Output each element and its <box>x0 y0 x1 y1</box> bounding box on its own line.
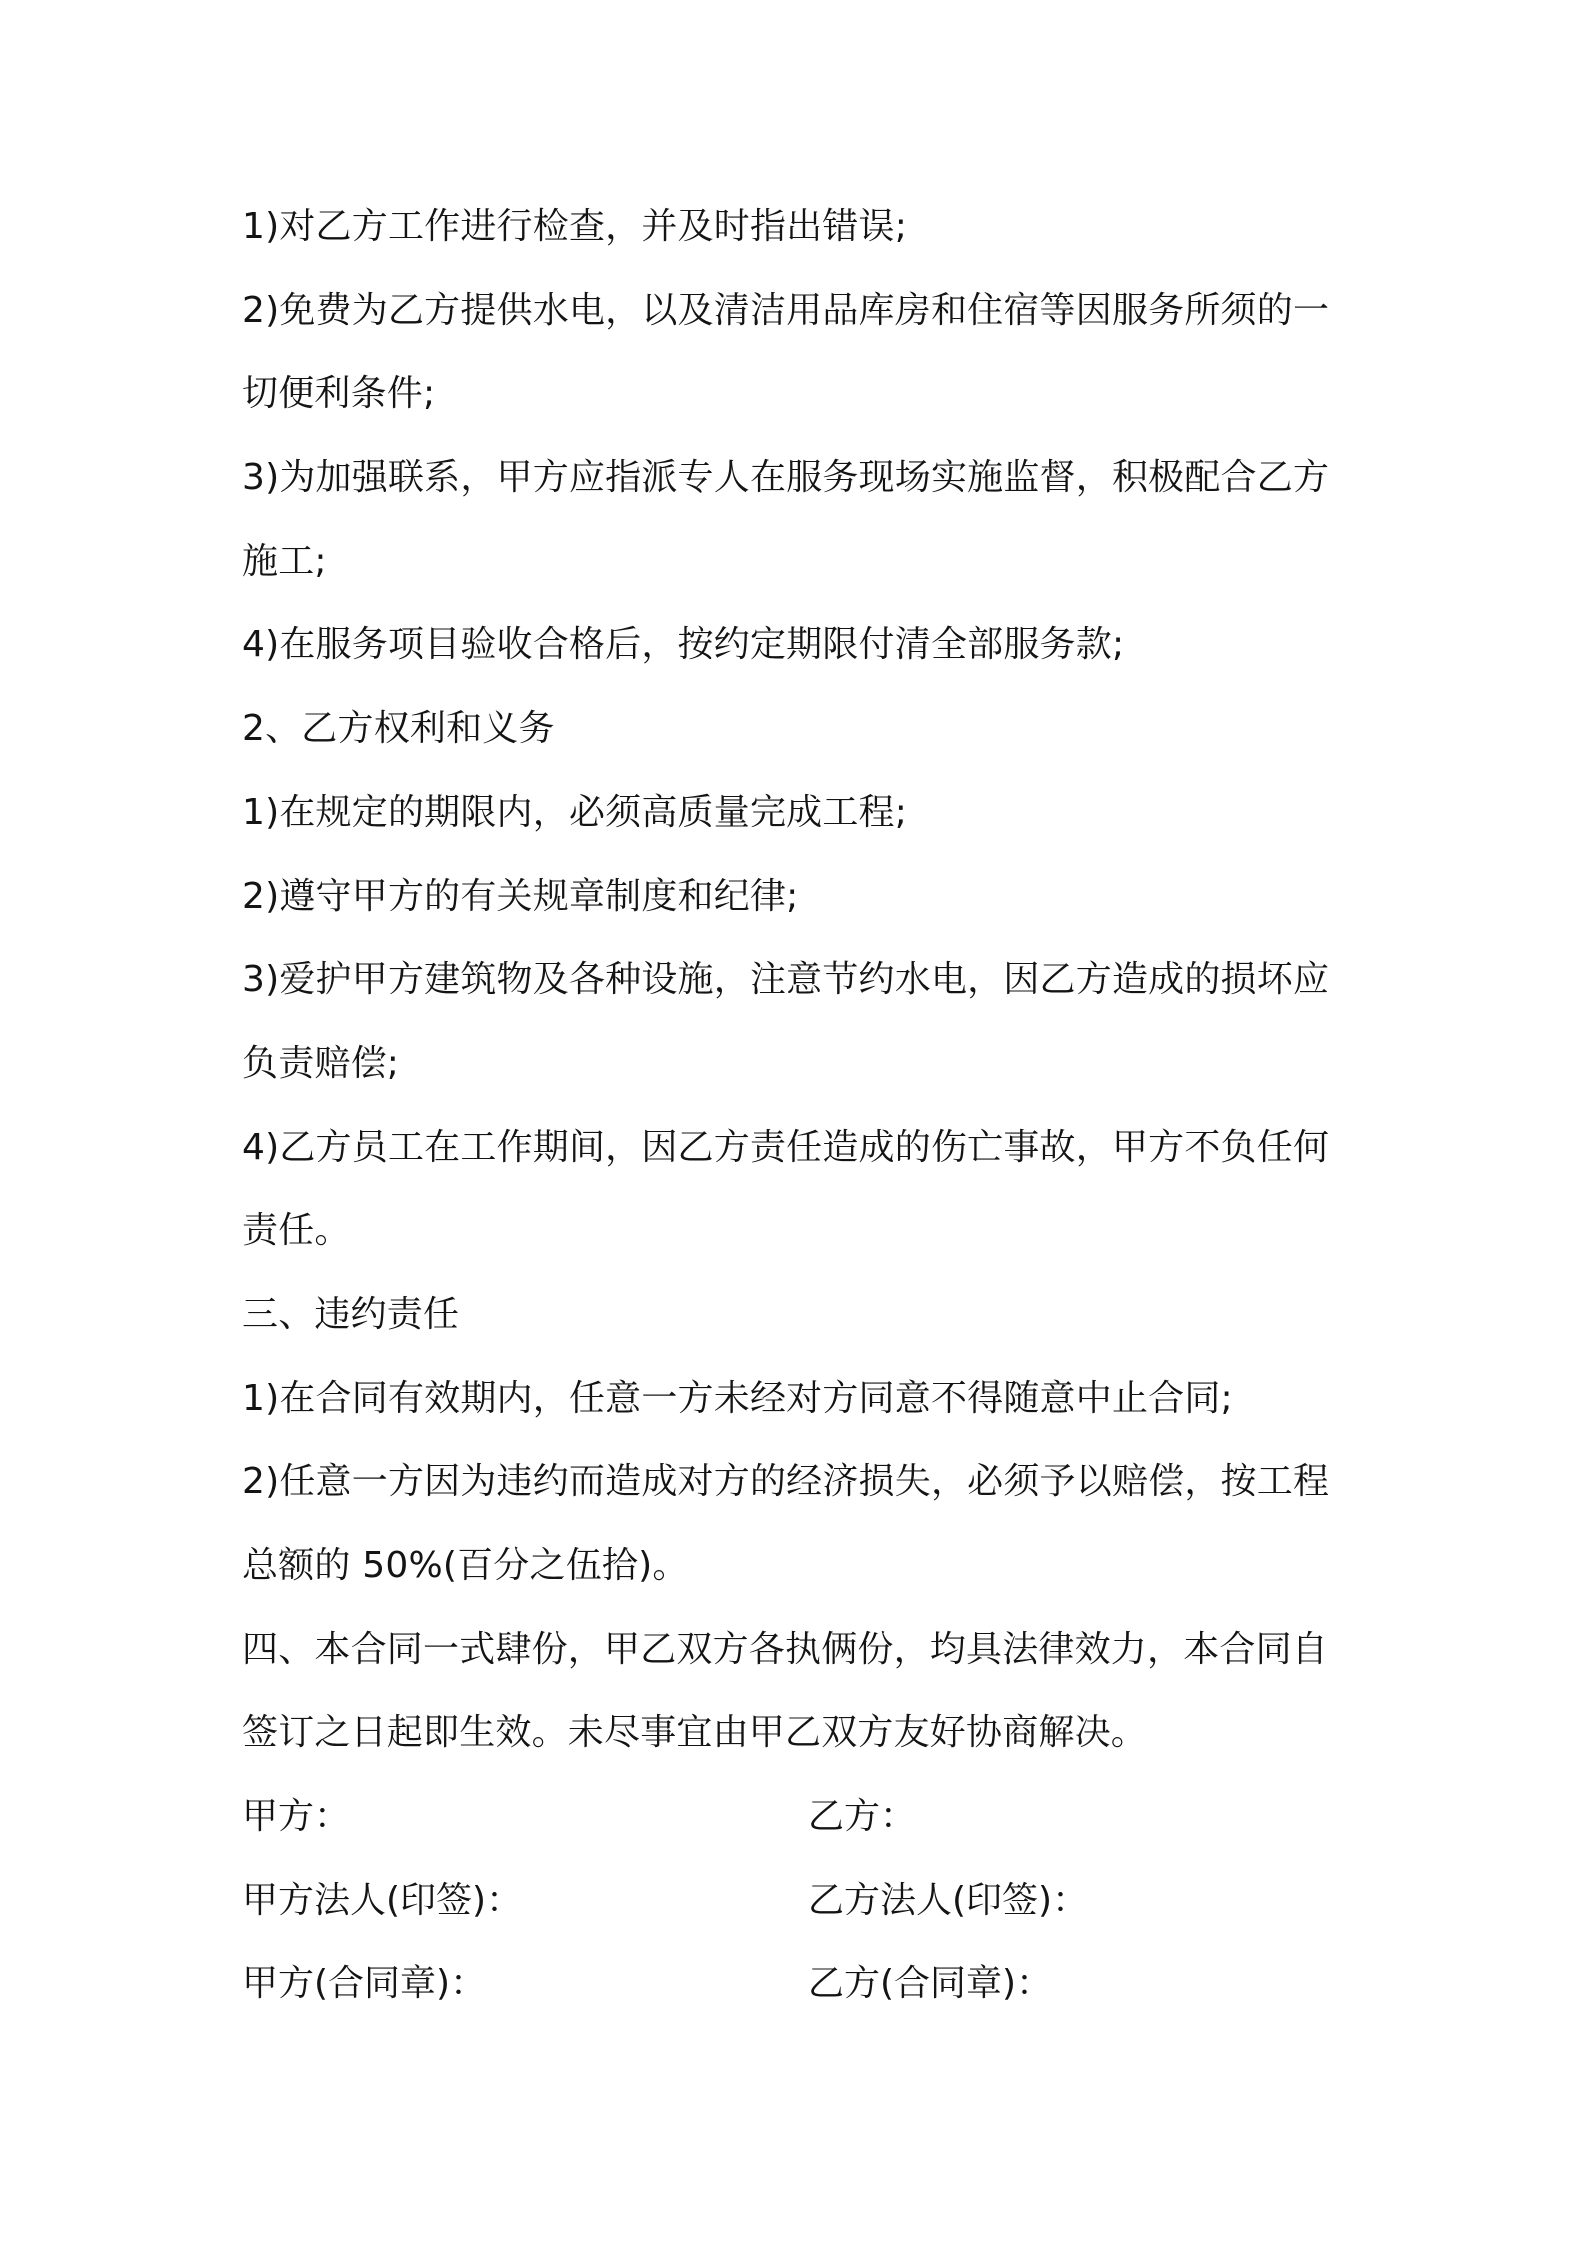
signature-block <box>242 1775 1372 2026</box>
clause-paragraph <box>242 771 1372 855</box>
text-line: 3)为加强联系，甲方应指派专人在服务现场实施监督，积极配合乙方 <box>242 457 1330 499</box>
party-a-legal-rep-label: 甲方法人(印签)： <box>242 1879 523 1921</box>
text-line: 四、本合同一式肆份，甲乙双方各执俩份，均具法律效力，本合同自 <box>242 1628 1329 1670</box>
text-line: 签订之日起即生效。未尽事宜由甲乙双方友好协商解决。 <box>242 1712 1148 1754</box>
section-heading <box>242 687 1372 771</box>
text-line: 1)对乙方工作进行检查，并及时指出错误; <box>242 206 908 247</box>
text-line: 2)遵守甲方的有关规章制度和纪律; <box>242 875 799 917</box>
clause-paragraph <box>242 855 1372 939</box>
text-line: 责任。 <box>242 1210 351 1252</box>
party-b-label: 乙方： <box>808 1796 917 1838</box>
text-line: 3)爱护甲方建筑物及各种设施，注意节约水电，因乙方造成的损坏应 <box>242 959 1330 1001</box>
text-line: 2、乙方权利和义务 <box>242 708 555 750</box>
signature-row <box>242 1942 1372 2026</box>
clause-paragraph <box>242 1106 1372 1273</box>
text-line: 施工; <box>242 540 327 582</box>
clause-paragraph <box>242 436 1372 603</box>
party-b-seal-label: 乙方(合同章)： <box>808 1963 1053 2005</box>
text-line: 三、违约责任 <box>242 1293 460 1335</box>
clause-paragraph <box>242 269 1372 436</box>
text-line: 1)在合同有效期内，任意一方未经对方同意不得随意中止合同; <box>242 1377 1233 1419</box>
signature-row <box>242 1775 1372 1859</box>
clause-paragraph <box>242 938 1372 1105</box>
section-heading <box>242 1273 1372 1357</box>
section-heading <box>242 1608 1372 1775</box>
text-line: 4)乙方员工在工作期间，因乙方责任造成的伤亡事故，甲方不负任何 <box>242 1126 1330 1168</box>
text-line: 1)在规定的期限内，必须高质量完成工程; <box>242 791 908 833</box>
text-line: 总额的 50%(百分之伍拾)。 <box>242 1545 689 1586</box>
signature-row <box>242 1859 1372 1943</box>
text-line: 2)任意一方因为违约而造成对方的经济损失，必须予以赔偿，按工程 <box>242 1461 1330 1503</box>
text-line: 切便利条件; <box>242 373 436 415</box>
text-line: 负责赔偿; <box>242 1042 400 1084</box>
clause-paragraph <box>242 185 1372 269</box>
clause-paragraph <box>242 1357 1372 1441</box>
clause-paragraph <box>242 603 1372 687</box>
contract-body <box>242 185 1372 2026</box>
text-line: 2)免费为乙方提供水电，以及清洁用品库房和住宿等因服务所须的一 <box>242 289 1330 331</box>
party-a-seal-label: 甲方(合同章)： <box>242 1963 487 2005</box>
text-line: 4)在服务项目验收合格后，按约定期限付清全部服务款; <box>242 624 1125 666</box>
party-b-legal-rep-label: 乙方法人(印签)： <box>808 1879 1089 1921</box>
party-a-label: 甲方： <box>242 1796 351 1838</box>
clause-paragraph <box>242 1440 1372 1607</box>
